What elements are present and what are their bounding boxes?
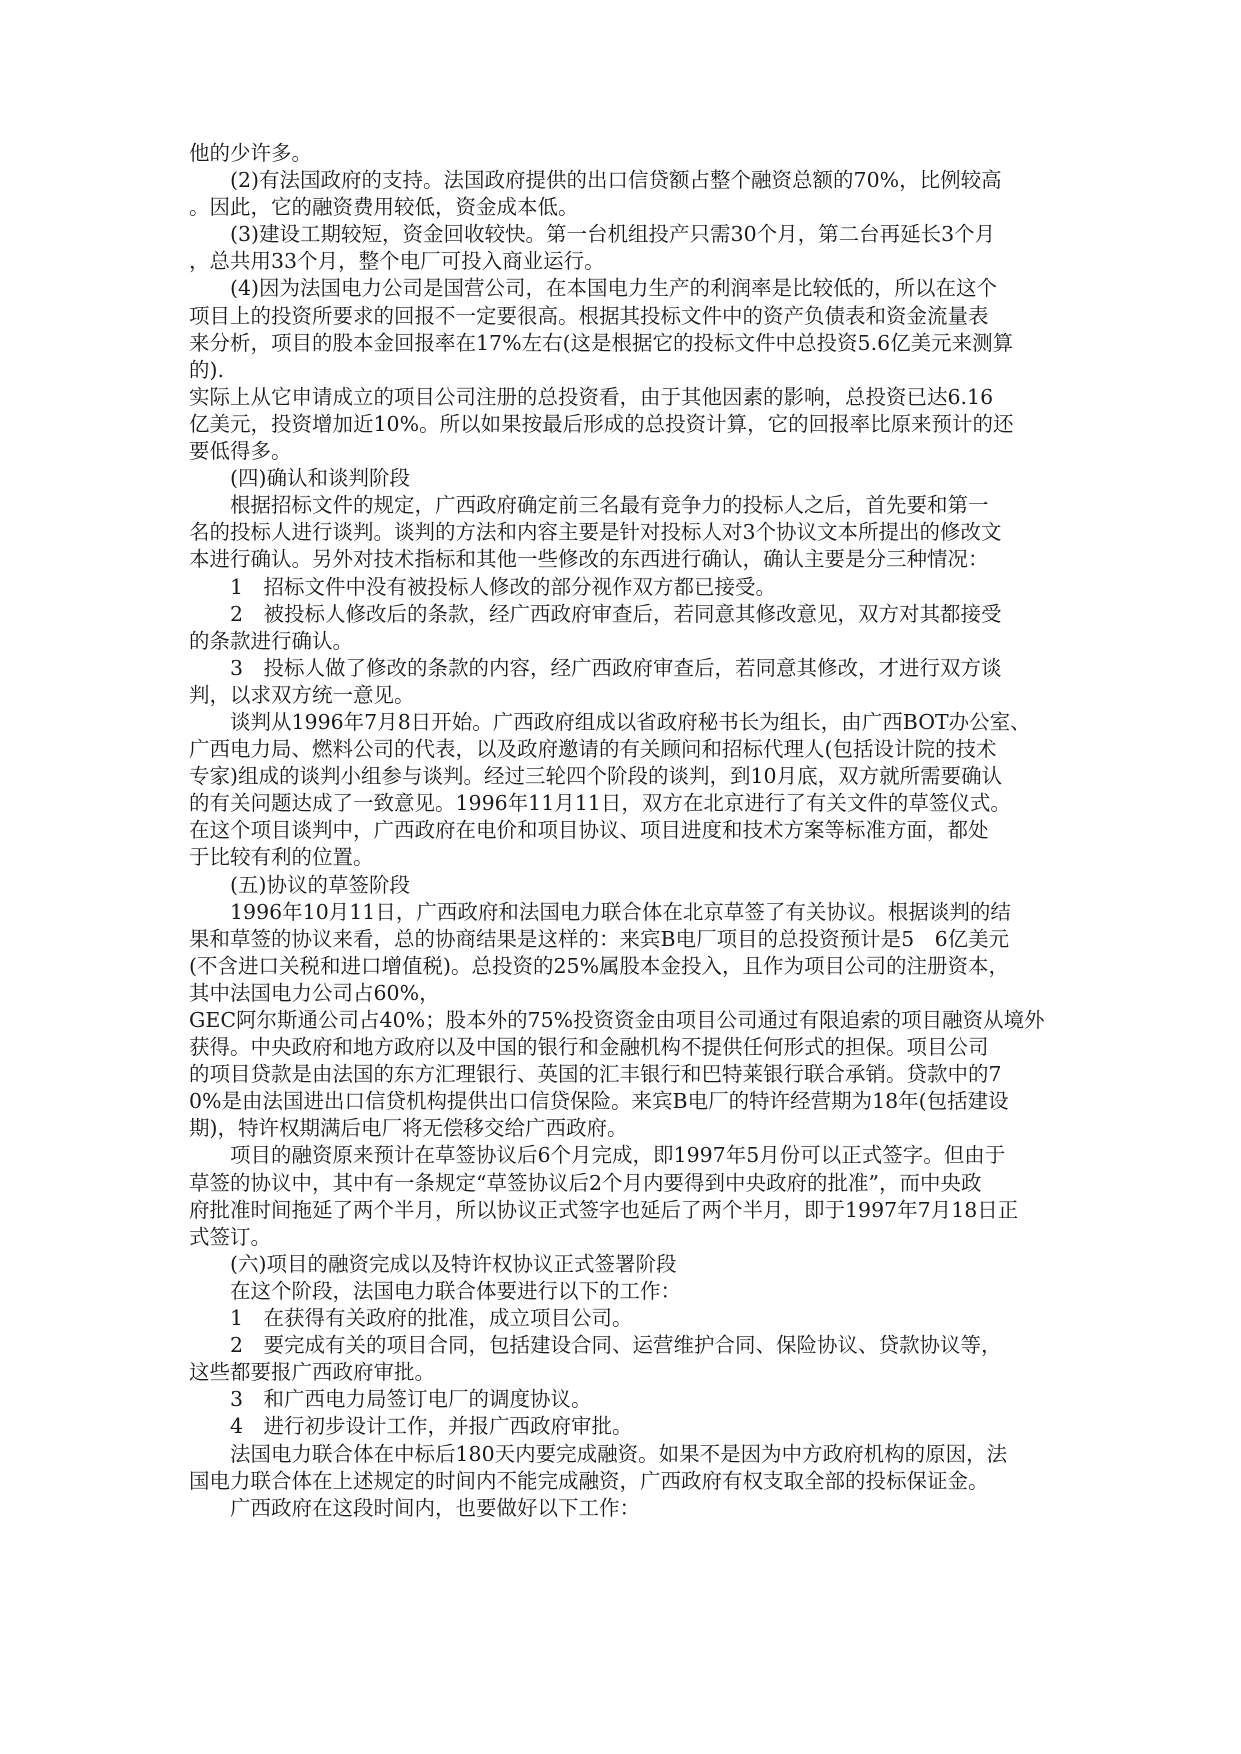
text-line: 本进行确认。另外对技术指标和其他一些修改的东西进行确认，确认主要是分三种情况： <box>189 547 989 572</box>
text-line: 的条款进行确认。 <box>189 628 353 653</box>
text-line: 府批准时间拖延了两个半月，所以协议正式签字也延后了两个半月，即于1997年7月18日正 <box>189 1197 1019 1222</box>
text-line: 的有关问题达成了一致意见。1996年11月11日，双方在北京进行了有关文件的草签仪式。 <box>189 791 1011 816</box>
text-line: (四)确认和谈判阶段 <box>230 466 410 491</box>
text-line: (五)协议的草签阶段 <box>230 872 410 897</box>
text-line: 式签订。 <box>189 1224 271 1249</box>
text-line: 期)，特许权期满后电厂将无偿移交给广西政府。 <box>189 1116 628 1141</box>
text-line: (3)建设工期较短，资金回收较快。第一台机组投产只需30个月，第二台再延长3个月 <box>230 222 996 247</box>
text-line: 果和草签的协议来看，总的协商结果是这样的：来宾B电厂项目的总投资预计是5 6亿美元 <box>189 926 1010 951</box>
text-line: 亿美元，投资增加近10%。所以如果按最后形成的总投资计算，它的回报率比原来预计的还 <box>189 411 1014 436</box>
text-line: 在这个阶段，法国电力联合体要进行以下的工作： <box>230 1278 681 1303</box>
text-line: 3 和广西电力局签订电厂的调度协议。 <box>230 1387 592 1412</box>
text-line: 的). <box>189 357 225 382</box>
text-line: 国电力联合体在上述规定的时间内不能完成融资，广西政府有权支取全部的投标保证金。 <box>189 1468 989 1493</box>
text-line: 的项目贷款是由法国的东方汇理银行、英国的汇丰银行和巴特莱银行联合承销。贷款中的7 <box>189 1062 1002 1087</box>
text-line: 这些都要报广西政府审批。 <box>189 1360 435 1385</box>
text-line: (4)因为法国电力公司是国营公司，在本国电力生产的利润率是比较低的，所以在这个 <box>230 276 998 301</box>
text-line: 1 招标文件中没有被投标人修改的部分视作双方都已接受。 <box>230 574 777 599</box>
text-line: 专家)组成的谈判小组参与谈判。经过三轮四个阶段的谈判，到10月底，双方就所需要确认 <box>189 764 1003 789</box>
text-line: 在这个项目谈判中，广西政府在电价和项目协议、项目进度和技术方案等标准方面，都处 <box>189 818 989 843</box>
text-line: 其中法国电力公司占60%， <box>189 980 440 1005</box>
text-line: 项目的融资原来预计在草签协议后6个月完成，即1997年5月份可以正式签字。但由于 <box>230 1143 1006 1168</box>
text-line: 来分析，项目的股本金回报率在17%左右(这是根据它的投标文件中总投资5.6亿美元来测算 <box>189 330 1014 355</box>
text-line: 1 在获得有关政府的批准，成立项目公司。 <box>230 1306 633 1331</box>
text-line: 他的少许多。 <box>189 141 312 165</box>
text-line: 1996年10月11日，广西政府和法国电力联合体在北京草签了有关协议。根据谈判的结 <box>230 899 1011 924</box>
text-line: 名的投标人进行谈判。谈判的方法和内容主要是针对投标人对3个协议文本所提出的修改文 <box>189 520 1002 545</box>
text-line: 。因此，它的融资费用较低，资金成本低。 <box>189 195 579 220</box>
text-line: 法国电力联合体在中标后180天内要完成融资。如果不是因为中方政府机构的原因，法 <box>230 1441 1008 1466</box>
text-line: 3 投标人做了修改的条款的内容，经广西政府审查后，若同意其修改，才进行双方谈 <box>230 655 1002 680</box>
text-line: 2 要完成有关的项目合同，包括建设合同、运营维护合同、保险协议、贷款协议等， <box>230 1333 1002 1358</box>
text-line: GEC阿尔斯通公司占40%；股本外的75%投资资金由项目公司通过有限追索的项目融资从境外 <box>189 1008 1045 1032</box>
text-line: (六)项目的融资完成以及特许权协议正式签署阶段 <box>230 1251 677 1276</box>
text-line: (不含进口关税和进口增值税)。总投资的25%属股本金投入，且作为项目公司的注册资本， <box>189 953 1010 978</box>
text-line: 要低得多。 <box>189 439 292 464</box>
text-line: 项目上的投资所要求的回报不一定要很高。根据其投标文件中的资产负债表和资金流量表 <box>189 303 989 328</box>
text-line: ，总共用33个月，整个电厂可投入商业运行。 <box>189 249 605 274</box>
text-line: 广西政府在这段时间内，也要做好以下工作： <box>230 1495 640 1520</box>
text-line: 0%是由法国进出口信贷机构提供出口信贷保险。来宾B电厂的特许经营期为18年(包括建设 <box>189 1089 1009 1114</box>
text-line: (2)有法国政府的支持。法国政府提供的出口信贷额占整个融资总额的70%，比例较高 <box>230 168 1002 193</box>
text-line: 2 被投标人修改后的条款，经广西政府审查后，若同意其修改意见，双方对其都接受 <box>230 601 1002 626</box>
text-line: 4 进行初步设计工作，并报广西政府审批。 <box>230 1414 633 1439</box>
document-page <box>189 140 1074 1522</box>
text-line: 获得。中央政府和地方政府以及中国的银行和金融机构不提供任何形式的担保。项目公司 <box>189 1035 989 1060</box>
text-line: 判，以求双方统一意见。 <box>189 682 415 707</box>
text-line: 实际上从它申请成立的项目公司注册的总投资看，由于其他因素的影响，总投资已达6.16 <box>189 384 994 409</box>
text-line: 广西电力局、燃料公司的代表，以及政府邀请的有关顾问和招标代理人(包括设计院的技术 <box>189 737 997 762</box>
text-line: 于比较有利的位置。 <box>189 845 374 870</box>
text-line: 草签的协议中，其中有一条规定“草签协议后2个月内要得到中央政府的批准”，而中央政 <box>189 1170 982 1195</box>
text-line: 谈判从1996年7月8日开始。广西政府组成以省政府秘书长为组长，由广西BOT办公室、 <box>230 709 1031 734</box>
text-line: 根据招标文件的规定，广西政府确定前三名最有竞争力的投标人之后，首先要和第一 <box>230 493 989 518</box>
